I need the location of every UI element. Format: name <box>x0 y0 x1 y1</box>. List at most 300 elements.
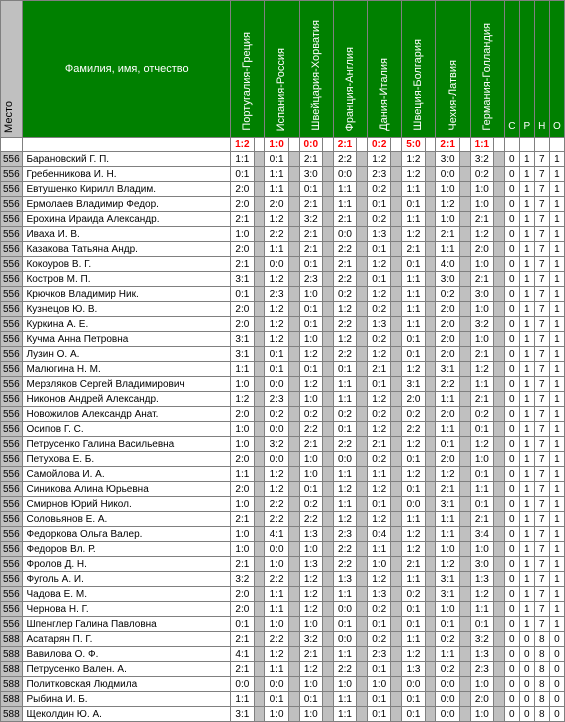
prediction-cell: 2:1 <box>470 212 494 227</box>
prediction-cell: 3:1 <box>436 362 460 377</box>
points-cell <box>459 227 470 242</box>
prediction-cell: 1:2 <box>265 482 289 497</box>
stat-cell: 0 <box>504 167 519 182</box>
points-cell <box>494 707 505 722</box>
header-row <box>1 1 565 138</box>
points-cell <box>288 272 299 287</box>
prediction-cell: 0:1 <box>299 692 323 707</box>
stat-cell: 1 <box>549 512 564 527</box>
match-header: Испания-Россия <box>265 1 299 138</box>
prediction-cell: 1:1 <box>402 287 426 302</box>
points-cell <box>357 362 368 377</box>
points-cell <box>288 182 299 197</box>
stat-cell: 1 <box>519 347 534 362</box>
stat-cell: 0 <box>519 692 534 707</box>
prediction-cell: 1:2 <box>402 437 426 452</box>
stat-cell: 0 <box>504 392 519 407</box>
points-cell <box>288 212 299 227</box>
points-cell <box>254 272 265 287</box>
match-header: Чехия-Латвия <box>436 1 470 138</box>
stat-cell: 1 <box>519 602 534 617</box>
prediction-cell: 2:0 <box>436 332 460 347</box>
table-row <box>1 242 565 257</box>
prediction-cell: 1:3 <box>470 572 494 587</box>
points-cell <box>391 317 402 332</box>
stat-cell: 0 <box>504 197 519 212</box>
stat-cell: 0 <box>504 677 519 692</box>
points-cell <box>391 482 402 497</box>
points-cell <box>459 212 470 227</box>
points-cell <box>459 302 470 317</box>
stat-cell: 1 <box>519 227 534 242</box>
prediction-cell: 1:0 <box>436 542 460 557</box>
points-cell <box>288 287 299 302</box>
stat-cell: 8 <box>534 707 549 722</box>
points-cell <box>459 512 470 527</box>
stat-cell: 0 <box>504 632 519 647</box>
points-cell <box>357 257 368 272</box>
name-cell: Новожилов Александр Анат. <box>23 407 231 422</box>
name-cell: Вавилова О. Ф. <box>23 647 231 662</box>
prediction-cell: 1:0 <box>299 332 323 347</box>
prediction-cell: 1:1 <box>265 587 289 602</box>
name-cell: Мерзляков Сергей Владимирович <box>23 377 231 392</box>
points-cell <box>323 497 334 512</box>
points-cell <box>357 662 368 677</box>
prediction-cell: 1:2 <box>367 347 391 362</box>
stat-cell: 1 <box>519 197 534 212</box>
prediction-cell: 1:2 <box>333 482 357 497</box>
points-cell <box>425 257 436 272</box>
table-row <box>1 272 565 287</box>
prediction-cell: 2:3 <box>470 662 494 677</box>
points-cell <box>425 332 436 347</box>
prediction-cell: 1:1 <box>333 692 357 707</box>
table-row <box>1 422 565 437</box>
prediction-cell: 0:1 <box>402 482 426 497</box>
stat-cell: 1 <box>549 287 564 302</box>
stat-header: О <box>549 1 564 138</box>
points-cell <box>459 452 470 467</box>
points-cell <box>494 317 505 332</box>
prediction-cell: 1:3 <box>367 317 391 332</box>
match-header: Португалия-Греция <box>231 1 265 138</box>
place-cell: 556 <box>1 257 23 272</box>
points-cell <box>494 482 505 497</box>
points-cell <box>391 497 402 512</box>
points-cell <box>288 452 299 467</box>
points-cell <box>391 197 402 212</box>
prediction-cell: 3:1 <box>436 497 460 512</box>
stat-cell: 7 <box>534 452 549 467</box>
prediction-cell: 1:2 <box>470 362 494 377</box>
prediction-cell: 1:0 <box>299 617 323 632</box>
prediction-cell: 0:0 <box>231 677 255 692</box>
points-cell <box>459 257 470 272</box>
prediction-cell: 1:1 <box>333 467 357 482</box>
prediction-cell: 0:0 <box>265 677 289 692</box>
points-cell <box>254 407 265 422</box>
prediction-cell: 0:1 <box>333 617 357 632</box>
prediction-cell: 2:1 <box>231 512 255 527</box>
points-cell <box>357 407 368 422</box>
table-row <box>1 527 565 542</box>
points-cell <box>494 692 505 707</box>
prediction-cell: 1:1 <box>436 422 460 437</box>
points-cell <box>391 392 402 407</box>
stat-cell: 1 <box>549 332 564 347</box>
prediction-cell: 2:0 <box>231 587 255 602</box>
points-cell <box>391 242 402 257</box>
stat-cell: 1 <box>549 212 564 227</box>
points-cell <box>288 377 299 392</box>
stat-cell: 7 <box>534 182 549 197</box>
prediction-cell: 0:1 <box>367 197 391 212</box>
prediction-cell: 2:1 <box>231 212 255 227</box>
prediction-cell: 0:1 <box>265 347 289 362</box>
place-cell: 556 <box>1 497 23 512</box>
points-cell <box>425 422 436 437</box>
points-cell <box>391 257 402 272</box>
prediction-cell: 1:2 <box>265 212 289 227</box>
stat-cell: 1 <box>549 482 564 497</box>
stat-cell: 0 <box>504 557 519 572</box>
points-cell <box>425 287 436 302</box>
prediction-cell: 2:2 <box>333 347 357 362</box>
prediction-cell: 2:1 <box>299 647 323 662</box>
place-header: Место <box>1 1 23 138</box>
name-cell: Фролов Д. Н. <box>23 557 231 572</box>
points-cell <box>459 362 470 377</box>
stat-cell: 7 <box>534 332 549 347</box>
prediction-cell: 1:2 <box>333 302 357 317</box>
prediction-cell: 2:2 <box>265 227 289 242</box>
prediction-cell: 0:0 <box>265 257 289 272</box>
table-row <box>1 647 565 662</box>
match-header: Германия-Голландия <box>470 1 504 138</box>
prediction-cell: 3:2 <box>470 152 494 167</box>
prediction-cell: 3:2 <box>299 212 323 227</box>
match-result: 1:1 <box>470 138 494 152</box>
stat-header: Н <box>534 1 549 138</box>
stat-cell: 1 <box>549 587 564 602</box>
points-cell <box>391 332 402 347</box>
prediction-cell: 0:1 <box>367 662 391 677</box>
points-cell <box>288 227 299 242</box>
points-cell <box>288 167 299 182</box>
points-cell <box>494 287 505 302</box>
points-cell <box>494 227 505 242</box>
points-cell <box>357 377 368 392</box>
stat-cell: 8 <box>534 647 549 662</box>
prediction-cell: 1:1 <box>470 482 494 497</box>
prediction-cell: 1:1 <box>402 632 426 647</box>
points-cell <box>288 257 299 272</box>
name-cell: Гребенникова И. Н. <box>23 167 231 182</box>
standings-body <box>1 152 565 722</box>
stat-cell: 0 <box>504 182 519 197</box>
points-cell <box>459 572 470 587</box>
stat-cell: 0 <box>504 482 519 497</box>
points-cell <box>288 647 299 662</box>
points-cell <box>425 437 436 452</box>
prediction-cell: 1:2 <box>299 377 323 392</box>
place-cell: 556 <box>1 512 23 527</box>
prediction-cell: 2:1 <box>299 197 323 212</box>
place-cell: 556 <box>1 527 23 542</box>
points-cell <box>323 542 334 557</box>
points-cell <box>425 167 436 182</box>
place-cell: 556 <box>1 272 23 287</box>
points-cell <box>357 617 368 632</box>
points-cell <box>357 602 368 617</box>
stat-cell: 1 <box>549 527 564 542</box>
points-cell <box>459 557 470 572</box>
points-cell <box>494 302 505 317</box>
prediction-cell: 0:1 <box>299 182 323 197</box>
stat-cell: 1 <box>549 197 564 212</box>
points-cell <box>288 707 299 722</box>
points-cell <box>494 257 505 272</box>
prediction-cell: 1:0 <box>470 707 494 722</box>
name-cell: Петрусенко Вален. А. <box>23 662 231 677</box>
prediction-cell: 2:3 <box>265 287 289 302</box>
points-cell <box>357 272 368 287</box>
prediction-cell: 2:0 <box>436 452 460 467</box>
stat-cell: 1 <box>549 602 564 617</box>
prediction-cell: 0:1 <box>402 347 426 362</box>
points-cell <box>494 392 505 407</box>
points-cell <box>288 302 299 317</box>
match-header: Швейцария-Хорватия <box>299 1 333 138</box>
prediction-cell: 0:0 <box>333 167 357 182</box>
match-result: 0:0 <box>299 138 323 152</box>
points-cell <box>425 242 436 257</box>
points-cell <box>357 677 368 692</box>
prediction-cell: 1:2 <box>299 347 323 362</box>
prediction-cell: 2:2 <box>402 422 426 437</box>
points-cell <box>288 572 299 587</box>
points-cell <box>391 617 402 632</box>
points-cell <box>254 572 265 587</box>
points-cell <box>323 152 334 167</box>
prediction-cell: 2:1 <box>470 272 494 287</box>
prediction-cell: 1:0 <box>299 467 323 482</box>
place-cell: 556 <box>1 467 23 482</box>
prediction-cell: 0:1 <box>470 467 494 482</box>
points-cell <box>357 437 368 452</box>
points-cell <box>323 347 334 362</box>
stat-cell: 1 <box>519 572 534 587</box>
stat-cell: 7 <box>534 212 549 227</box>
place-cell: 556 <box>1 167 23 182</box>
prediction-cell: 1:2 <box>333 332 357 347</box>
table-row <box>1 452 565 467</box>
prediction-cell: 1:0 <box>265 557 289 572</box>
points-cell <box>459 707 470 722</box>
points-cell <box>254 632 265 647</box>
stat-cell: 0 <box>549 677 564 692</box>
name-cell: Петрусенко Галина Васильевна <box>23 437 231 452</box>
table-row <box>1 317 565 332</box>
points-cell <box>357 317 368 332</box>
place-cell: 588 <box>1 677 23 692</box>
stat-cell: 7 <box>534 602 549 617</box>
stat-cell: 0 <box>504 602 519 617</box>
stat-cell: 1 <box>549 422 564 437</box>
prediction-cell: 1:1 <box>402 212 426 227</box>
points-cell <box>459 392 470 407</box>
prediction-cell: 2:0 <box>231 452 255 467</box>
points-cell <box>425 542 436 557</box>
name-cell: Федоров Вл. Р. <box>23 542 231 557</box>
prediction-cell: 0:1 <box>367 707 391 722</box>
prediction-cell: 3:1 <box>402 377 426 392</box>
points-cell <box>288 557 299 572</box>
stat-cell: 7 <box>534 302 549 317</box>
prediction-cell: 2:3 <box>367 167 391 182</box>
prediction-cell: 2:2 <box>265 632 289 647</box>
prediction-cell: 1:2 <box>470 587 494 602</box>
prediction-cell: 1:1 <box>333 587 357 602</box>
prediction-cell: 1:3 <box>402 662 426 677</box>
table-row <box>1 572 565 587</box>
table-row <box>1 632 565 647</box>
stat-cell: 1 <box>519 497 534 512</box>
prediction-cell: 1:1 <box>402 302 426 317</box>
points-cell <box>323 257 334 272</box>
empty-cell <box>1 138 23 152</box>
prediction-cell: 1:0 <box>367 557 391 572</box>
points-cell <box>459 377 470 392</box>
points-cell <box>357 227 368 242</box>
prediction-cell: 1:2 <box>231 392 255 407</box>
prediction-cell: 1:1 <box>265 182 289 197</box>
prediction-cell: 1:2 <box>402 542 426 557</box>
prediction-cell: 1:1 <box>231 362 255 377</box>
points-cell <box>391 272 402 287</box>
prediction-cell: 0:2 <box>367 182 391 197</box>
points-cell <box>459 482 470 497</box>
prediction-cell: 1:2 <box>402 362 426 377</box>
points-cell <box>425 182 436 197</box>
prediction-cell: 1:1 <box>436 392 460 407</box>
fio-header: Фамилия, имя, отчество <box>23 1 231 138</box>
points-cell <box>288 197 299 212</box>
stat-cell: 7 <box>534 407 549 422</box>
prediction-cell: 2:1 <box>402 557 426 572</box>
points-cell <box>288 152 299 167</box>
prediction-cell: 1:0 <box>470 677 494 692</box>
prediction-cell: 2:3 <box>299 272 323 287</box>
prediction-cell: 2:2 <box>333 272 357 287</box>
prediction-cell: 1:2 <box>265 467 289 482</box>
match-result: 1:0 <box>265 138 289 152</box>
stat-header: Р <box>519 1 534 138</box>
points-cell <box>391 692 402 707</box>
prediction-cell: 1:1 <box>402 182 426 197</box>
stat-cell: 1 <box>549 497 564 512</box>
table-row <box>1 557 565 572</box>
stat-cell: 0 <box>504 332 519 347</box>
points-cell <box>494 452 505 467</box>
match-header: Дания-Италия <box>367 1 401 138</box>
prediction-cell: 0:1 <box>402 602 426 617</box>
stat-cell: 7 <box>534 242 549 257</box>
place-cell: 588 <box>1 662 23 677</box>
name-cell: Иваха И. В. <box>23 227 231 242</box>
table-row <box>1 407 565 422</box>
name-cell: Костров М. П. <box>23 272 231 287</box>
place-cell: 556 <box>1 407 23 422</box>
prediction-cell: 0:0 <box>333 452 357 467</box>
table-row <box>1 662 565 677</box>
prediction-cell: 2:2 <box>333 542 357 557</box>
prediction-cell: 1:1 <box>436 527 460 542</box>
name-cell: Евтушенко Кирилл Владим. <box>23 182 231 197</box>
points-cell <box>391 467 402 482</box>
prediction-cell: 1:0 <box>299 287 323 302</box>
points-cell <box>425 587 436 602</box>
points-cell <box>459 527 470 542</box>
place-cell: 556 <box>1 482 23 497</box>
points-cell <box>391 542 402 557</box>
stat-cell: 0 <box>504 452 519 467</box>
table-row <box>1 617 565 632</box>
prediction-cell: 0:2 <box>367 602 391 617</box>
stat-cell: 1 <box>519 512 534 527</box>
table-row <box>1 257 565 272</box>
points-cell <box>459 287 470 302</box>
points-cell <box>494 242 505 257</box>
stat-cell: 1 <box>549 542 564 557</box>
points-cell <box>494 347 505 362</box>
prediction-cell: 2:3 <box>333 527 357 542</box>
prediction-cell: 4:0 <box>436 257 460 272</box>
prediction-cell: 0:1 <box>402 452 426 467</box>
points-cell <box>323 407 334 422</box>
name-cell: Куркина А. Е. <box>23 317 231 332</box>
prediction-cell: 1:2 <box>402 647 426 662</box>
stat-cell: 0 <box>504 422 519 437</box>
points-cell <box>254 287 265 302</box>
prediction-cell: 0:1 <box>299 302 323 317</box>
prediction-cell: 0:1 <box>436 437 460 452</box>
points-cell <box>357 452 368 467</box>
points-cell <box>357 527 368 542</box>
table-row <box>1 707 565 722</box>
points-cell <box>391 602 402 617</box>
table-row <box>1 497 565 512</box>
stat-cell: 1 <box>519 167 534 182</box>
stat-cell: 8 <box>534 692 549 707</box>
points-cell <box>323 632 334 647</box>
stat-cell: 7 <box>534 362 549 377</box>
place-cell: 556 <box>1 617 23 632</box>
points-cell <box>288 332 299 347</box>
points-cell <box>425 512 436 527</box>
stat-cell: 1 <box>519 377 534 392</box>
points-cell <box>494 167 505 182</box>
points-cell <box>494 272 505 287</box>
prediction-cell: 1:2 <box>299 572 323 587</box>
points-cell <box>254 497 265 512</box>
points-cell <box>425 197 436 212</box>
prediction-cell: 1:1 <box>333 182 357 197</box>
name-cell: Кузнецов Ю. В. <box>23 302 231 317</box>
points-cell <box>494 572 505 587</box>
prediction-cell: 1:2 <box>299 602 323 617</box>
